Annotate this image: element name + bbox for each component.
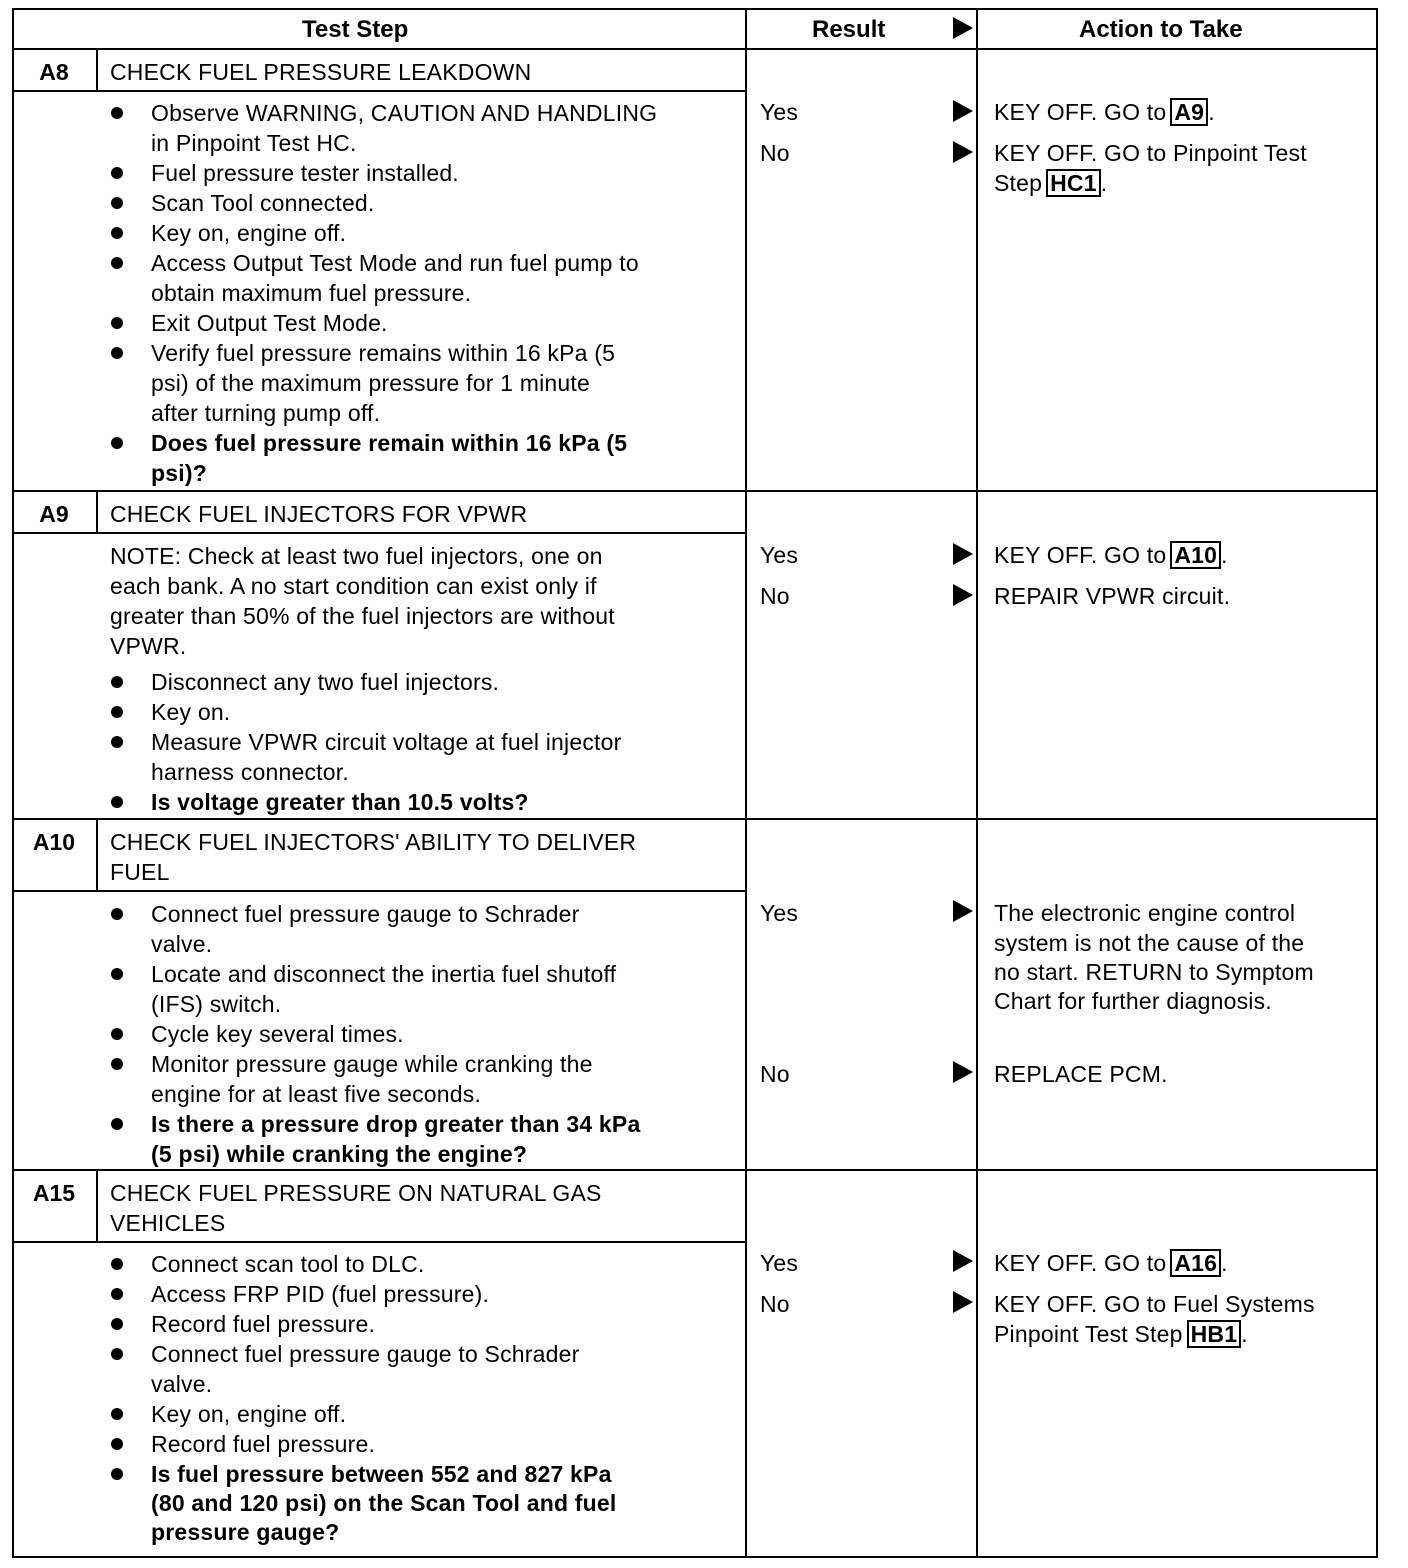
result-arrow-icon	[953, 1250, 973, 1272]
step-bullet: Connect fuel pressure gauge to Schrader	[151, 901, 580, 927]
action-text: Pinpoint Test Step	[994, 1321, 1183, 1347]
step-ref-link[interactable]: A16	[1170, 1249, 1221, 1277]
step-ref-link[interactable]: A10	[1170, 541, 1221, 569]
table-border-left	[12, 8, 14, 1558]
action-punct: .	[1221, 1250, 1228, 1276]
step-bullet: Key on, engine off.	[151, 220, 347, 246]
step-question-cont: psi)?	[151, 460, 207, 486]
step-bullet: Access Output Test Mode and run fuel pump to	[151, 250, 639, 276]
row-divider	[12, 490, 1378, 492]
bullet-icon	[111, 1288, 123, 1300]
column-divider-result	[745, 8, 747, 1558]
result-yes: Yes	[760, 1250, 799, 1276]
step-question: Does fuel pressure remain within 16 kPa (5	[151, 430, 628, 456]
action-punct: .	[1221, 542, 1228, 568]
table-border-right	[1376, 8, 1378, 1558]
column-divider-action	[976, 8, 978, 1558]
bullet-icon	[111, 257, 123, 269]
step-title: CHECK FUEL PRESSURE LEAKDOWN	[110, 59, 532, 85]
step-bullet: Observe WARNING, CAUTION AND HANDLING	[151, 100, 658, 126]
step-note: each bank. A no start condition can exist only if	[110, 573, 597, 599]
bullet-icon	[111, 676, 123, 688]
bullet-icon	[111, 968, 123, 980]
action-no-cont	[994, 1319, 1248, 1349]
step-ref-link[interactable]: HB1	[1187, 1320, 1242, 1348]
result-arrow-icon	[953, 141, 973, 163]
step-bullet: Monitor pressure gauge while cranking the	[151, 1051, 593, 1077]
step-bullet-cont: harness connector.	[151, 759, 349, 785]
header-divider	[12, 48, 1378, 50]
action-no: KEY OFF. GO to Fuel Systems	[994, 1291, 1315, 1317]
result-arrow-icon	[953, 1291, 973, 1313]
result-yes: Yes	[760, 542, 799, 568]
step-bullet: Key on, engine off.	[151, 1401, 347, 1427]
step-bullet-cont: psi) of the maximum pressure for 1 minute	[151, 370, 590, 396]
bullet-icon	[111, 1408, 123, 1420]
result-no: No	[760, 1061, 790, 1087]
bullet-icon	[111, 107, 123, 119]
result-arrow-icon	[953, 1061, 973, 1083]
step-bullet-cont: engine for at least five seconds.	[151, 1081, 482, 1107]
result-arrow-icon	[953, 543, 973, 565]
bullet-icon	[111, 317, 123, 329]
action-text: KEY OFF. GO to	[994, 1250, 1167, 1276]
action-yes	[994, 540, 1228, 570]
step-note: greater than 50% of the fuel injectors are without	[110, 603, 615, 629]
action-yes-cont: no start. RETURN to Symptom	[994, 959, 1314, 985]
step-question-cont: (80 and 120 psi) on the Scan Tool and fuel	[151, 1490, 617, 1516]
step-question-cont: (5 psi) while cranking the engine?	[151, 1141, 528, 1167]
bullet-icon	[111, 1468, 123, 1480]
result-yes: Yes	[760, 99, 799, 125]
bullet-icon	[111, 1028, 123, 1040]
action-no: REPAIR VPWR circuit.	[994, 583, 1231, 609]
bullet-icon	[111, 1348, 123, 1360]
row-divider	[12, 1169, 1378, 1171]
header-arrow-icon	[953, 17, 973, 39]
bullet-icon	[111, 736, 123, 748]
action-punct: .	[1208, 99, 1215, 125]
step-bullet: Access FRP PID (fuel pressure).	[151, 1281, 490, 1307]
a9-title-underline	[12, 532, 747, 534]
step-bullet: Scan Tool connected.	[151, 190, 375, 216]
step-note: NOTE: Check at least two fuel injectors, one on	[110, 543, 603, 569]
step-title-cont: VEHICLES	[110, 1210, 226, 1236]
action-yes	[994, 1248, 1228, 1278]
row-divider	[12, 818, 1378, 820]
step-bullet-cont: obtain maximum fuel pressure.	[151, 280, 472, 306]
step-title: CHECK FUEL PRESSURE ON NATURAL GAS	[110, 1180, 602, 1206]
bullet-icon	[111, 796, 123, 808]
step-title: CHECK FUEL INJECTORS FOR VPWR	[110, 501, 528, 527]
a8-code-divider	[96, 48, 98, 92]
action-no: REPLACE PCM.	[994, 1061, 1168, 1087]
action-yes-cont: Chart for further diagnosis.	[994, 988, 1272, 1014]
result-arrow-icon	[953, 900, 973, 922]
step-bullet-cont: (IFS) switch.	[151, 991, 282, 1017]
bullet-icon	[111, 706, 123, 718]
step-bullet-cont: valve.	[151, 931, 213, 957]
result-arrow-icon	[953, 100, 973, 122]
result-arrow-icon	[953, 584, 973, 606]
action-yes: The electronic engine control	[994, 900, 1296, 926]
step-title: CHECK FUEL INJECTORS' ABILITY TO DELIVER	[110, 829, 637, 855]
action-no-cont	[994, 168, 1107, 198]
step-bullet: Exit Output Test Mode.	[151, 310, 388, 336]
step-code: A9	[39, 501, 69, 527]
table-border-bottom	[12, 1556, 1378, 1558]
step-title-cont: FUEL	[110, 859, 170, 885]
bullet-icon	[111, 437, 123, 449]
step-bullet: Connect scan tool to DLC.	[151, 1251, 425, 1277]
step-bullet: Cycle key several times.	[151, 1021, 404, 1047]
a15-title-underline	[12, 1241, 747, 1243]
a15-code-divider	[96, 1169, 98, 1243]
result-yes: Yes	[760, 900, 799, 926]
step-bullet-cont: valve.	[151, 1371, 213, 1397]
a10-code-divider	[96, 818, 98, 892]
action-punct: .	[1241, 1321, 1248, 1347]
action-text: Step	[994, 170, 1043, 196]
bullet-icon	[111, 1438, 123, 1450]
a9-code-divider	[96, 490, 98, 534]
action-no: KEY OFF. GO to Pinpoint Test	[994, 140, 1307, 166]
action-text: KEY OFF. GO to	[994, 542, 1167, 568]
bullet-icon	[111, 1118, 123, 1130]
bullet-icon	[111, 227, 123, 239]
action-yes-cont: system is not the cause of the	[994, 930, 1305, 956]
step-code: A15	[32, 1180, 76, 1206]
table-border-top	[12, 8, 1378, 10]
step-code: A8	[39, 59, 69, 85]
result-no: No	[760, 1291, 790, 1317]
action-yes	[994, 97, 1215, 127]
step-question-cont: pressure gauge?	[151, 1519, 340, 1545]
header-result: Result	[812, 16, 886, 43]
step-code: A10	[32, 829, 76, 855]
step-bullet: Connect fuel pressure gauge to Schrader	[151, 1341, 580, 1367]
bullet-icon	[111, 1258, 123, 1270]
step-question: Is voltage greater than 10.5 volts?	[151, 789, 529, 815]
step-ref-link[interactable]: A9	[1170, 98, 1208, 126]
bullet-icon	[111, 347, 123, 359]
step-bullet: Key on.	[151, 699, 231, 725]
step-bullet-cont: after turning pump off.	[151, 400, 381, 426]
step-question: Is there a pressure drop greater than 34 kPa	[151, 1111, 641, 1137]
result-no: No	[760, 140, 790, 166]
step-question: Is fuel pressure between 552 and 827 kPa	[151, 1461, 612, 1487]
bullet-icon	[111, 1318, 123, 1330]
bullet-icon	[111, 908, 123, 920]
step-bullet-cont: in Pinpoint Test HC.	[151, 130, 357, 156]
header-action: Action to Take	[1079, 16, 1243, 43]
action-punct: .	[1100, 170, 1108, 196]
bullet-icon	[111, 167, 123, 179]
step-ref-link[interactable]: HC1	[1046, 169, 1101, 197]
result-no: No	[760, 583, 790, 609]
step-bullet: Verify fuel pressure remains within 16 kPa (5	[151, 340, 616, 366]
step-bullet: Record fuel pressure.	[151, 1431, 376, 1457]
a8-title-underline	[12, 90, 747, 92]
step-bullet: Measure VPWR circuit voltage at fuel injector	[151, 729, 622, 755]
bullet-icon	[111, 1058, 123, 1070]
step-bullet: Disconnect any two fuel injectors.	[151, 669, 500, 695]
bullet-icon	[111, 197, 123, 209]
a10-title-underline	[12, 890, 747, 892]
step-bullet: Locate and disconnect the inertia fuel shutoff	[151, 961, 617, 987]
action-text: KEY OFF. GO to	[994, 99, 1167, 125]
step-bullet: Record fuel pressure.	[151, 1311, 376, 1337]
step-bullet: Fuel pressure tester installed.	[151, 160, 459, 186]
step-note: VPWR.	[110, 633, 187, 659]
header-test-step: Test Step	[302, 16, 409, 43]
